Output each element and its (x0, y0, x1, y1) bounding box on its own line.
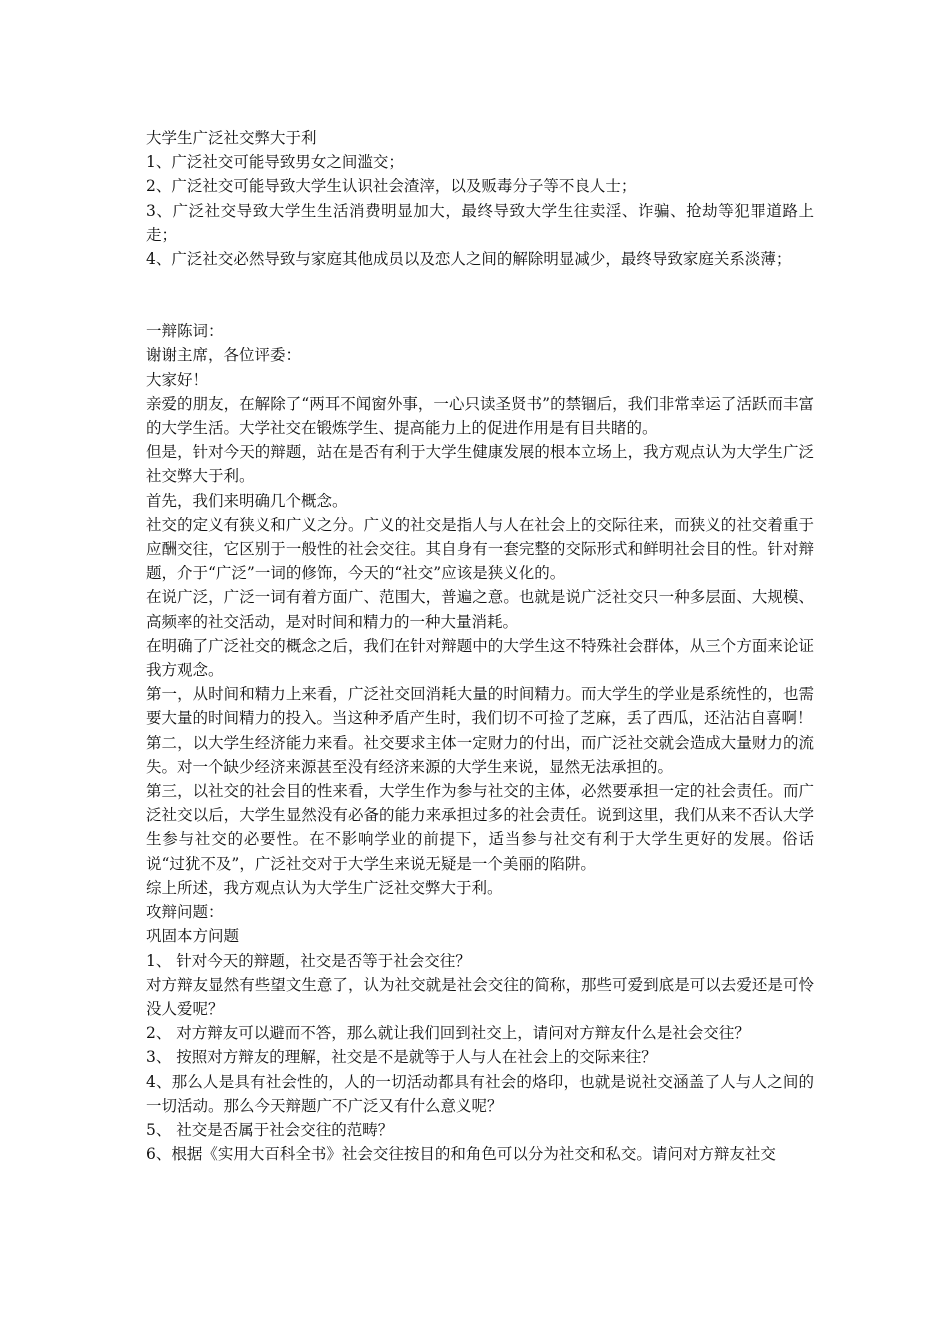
intro-point-1: 1、广泛社交可能导致男女之间滥交； (146, 153, 404, 172)
opening-paragraph-1: 亲爱的朋友，在解除了“两耳不闻窗外事，一心只读圣贤书”的禁锢后，我们非常幸运了活跃而丰富的大学生活。大学社交在锻炼学生、提高能力上的促进作用是有目共睹的。 (146, 394, 814, 438)
opening-paragraph-4: 社交的定义有狭义和广义之分。广义的社交是指人与人在社会上的交际往来，而狭义的社交着重于应酬交往，它区别于一般性的社会交往。其自身有一套完整的交际形式和鲜明社会目的性。针对辩题，介于“广泛”一词的修饰，今天的“社交”应该是狭义化的。 (146, 515, 814, 583)
attack-item-1: 1、 针对今天的辩题，社交是否等于社会交往？ (146, 951, 471, 970)
attack-subheading: 巩固本方问题 (146, 927, 240, 946)
intro-point-3: 3、广泛社交导致大学生生活消费明显加大，最终导致大学生往卖淫、诈骗、抢劫等犯罪道路上走； (146, 201, 814, 244)
intro-point-2: 2、广泛社交可能导致大学生认识社会渣滓，以及贩毒分子等不良人士； (146, 177, 637, 196)
opening-paragraph-9: 第三，以社交的社会目的性来看，大学生作为参与社交的主体，必然要承担一定的社会责任。而广泛社交以后，大学生显然没有必备的能力来承担过多的社会责任。说到这里，我们从来不否认大学生参与社交的必要性。在不影响学业的前提下，适当参与社交有利于大学生更好的发展。俗话说“过犹不及”，广泛社交对于大学生来说无疑是一个美丽的陷阱。 (146, 782, 814, 873)
opening-paragraph-6: 在明确了广泛社交的概念之后，我们在针对辩题中的大学生这不特殊社会群体，从三个方面来论证我方观念。 (146, 636, 814, 680)
attack-item-1-followup: 对方辩友显然有些望文生意了，认为社交就是社会交往的简称，那些可爱到底是可以去爱还是可怜没人爱呢？ (146, 975, 814, 1018)
attack-item-2: 2、 对方辩友可以避而不答，那么就让我们回到社交上，请问对方辩友什么是社会交往？ (146, 1024, 750, 1043)
section-spacer (146, 271, 814, 319)
intro-point-4: 4、广泛社交必然导致与家庭其他成员以及恋人之间的解除明显减少，最终导致家庭关系淡薄； (146, 250, 792, 269)
attack-item-3: 3、 按照对方辩友的理解，社交是不是就等于人与人在社会上的交际来往？ (146, 1048, 657, 1067)
attack-item-4: 4、那么人是具有社会性的，人的一切活动都具有社会的烙印，也就是说社交涵盖了人与人之间的一切活动。那么今天辩题广不广泛又有什么意义呢？ (146, 1072, 814, 1115)
opening-paragraph-10: 综上所述，我方观点认为大学生广泛社交弊大于利。 (146, 878, 503, 897)
opening-greeting: 大家好！ (146, 370, 209, 389)
opening-paragraph-5: 在说广泛，广泛一词有着方面广、范围大，普遍之意。也就是说广泛社交只一种多层面、大规模、高频率的社交活动，是对时间和精力的一种大量消耗。 (146, 588, 814, 631)
document-title: 大学生广泛社交弊大于利 (146, 129, 317, 147)
attack-item-5: 5、 社交是否属于社会交往的范畴？ (146, 1120, 394, 1139)
opening-paragraph-7: 第一，从时间和精力上来看，广泛社交回消耗大量的时间精力。而大学生的学业是系统性的，也需要大量的时间精力的投入。当这种矛盾产生时，我们切不可捡了芝麻，丢了西瓜，还沾沾自喜啊！ (146, 685, 814, 728)
attack-item-6: 6、根据《实用大百科全书》社会交往按目的和角色可以分为社交和私交。请问对方辩友社交 (146, 1145, 776, 1164)
opening-paragraph-3: 首先，我们来明确几个概念。 (146, 491, 348, 510)
opening-heading: 一辩陈词： (146, 322, 224, 341)
opening-paragraph-2: 但是，针对今天的辩题，站在是否有利于大学生健康发展的根本立场上，我方观点认为大学生广泛社交弊大于利。 (146, 443, 814, 486)
attack-heading: 攻辩问题： (146, 903, 224, 922)
document-body (146, 126, 814, 1166)
opening-paragraph-8: 第二，以大学生经济能力来看。社交要求主体一定财力的付出，而广泛社交就会造成大量财力的流失。对一个缺少经济来源甚至没有经济来源的大学生来说，显然无法承担的。 (146, 733, 814, 776)
opening-salutation: 谢谢主席，各位评委： (146, 346, 302, 365)
